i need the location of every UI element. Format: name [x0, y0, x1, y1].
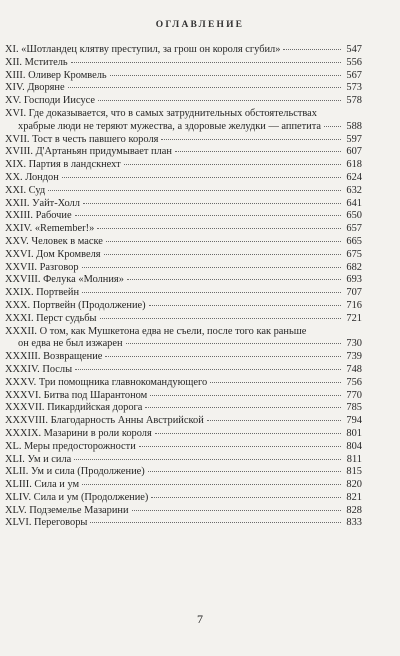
toc-entry-title: XXXVII. Пикардийская дорога [5, 402, 143, 414]
toc-entry-page-number: 811 [346, 453, 362, 465]
toc-entry [5, 492, 362, 505]
toc-entry [5, 390, 362, 403]
toc-entry-page-number: 607 [346, 146, 362, 158]
toc-entry [5, 415, 362, 428]
toc-entry-page-number: 828 [346, 504, 362, 516]
dot-leader [62, 177, 341, 178]
dot-leader [100, 318, 341, 319]
toc-entry-title: XXIV. «Remember!» [5, 223, 95, 235]
toc-entry-row [5, 492, 362, 505]
toc-entry-row [5, 82, 362, 95]
toc-entry-page-number: 578 [346, 95, 362, 107]
dot-leader [82, 292, 341, 293]
toc-entry-row [5, 262, 362, 275]
toc-entry-row [5, 287, 362, 300]
toc-entry [5, 82, 362, 95]
toc-entry-page-number: 730 [346, 338, 362, 350]
toc-entry [5, 479, 362, 492]
toc-entry [5, 466, 362, 479]
toc-entry-row [5, 146, 362, 159]
toc-entry-row [5, 185, 362, 198]
dot-leader [324, 126, 341, 127]
toc-entry [5, 274, 362, 287]
toc-entry-title: XVIII. Д'Артаньян придумывает план [5, 146, 172, 158]
toc-entry-title: XLII. Ум и сила (Продолжение) [5, 466, 145, 478]
dot-leader [124, 164, 341, 165]
toc-entry [5, 198, 362, 211]
dot-leader [110, 75, 341, 76]
dot-leader [82, 484, 341, 485]
toc-entry-row [5, 313, 362, 326]
dot-leader [175, 151, 341, 152]
toc-entry-page-number: 756 [346, 376, 362, 388]
toc-entry [5, 454, 362, 467]
toc-entry [5, 44, 362, 57]
toc-entry-title: XL. Меры предосторожности [5, 440, 136, 452]
toc-entry-title: XIV. Дворяне [5, 82, 65, 94]
toc-entry [5, 134, 362, 147]
toc-entry [5, 108, 362, 134]
toc-entry-row [5, 517, 362, 530]
toc-entry-title: XIX. Партия в ландскнехт [5, 159, 121, 171]
toc-entry-title: XLV. Подземелье Мазарини [5, 504, 129, 516]
toc-entry-page-number: 641 [346, 197, 362, 209]
table-of-contents [5, 44, 362, 530]
toc-entry-title: XX. Лондон [5, 171, 59, 183]
toc-entry [5, 146, 362, 159]
toc-entry-title: XXI. Суд [5, 184, 46, 196]
toc-entry-row [5, 236, 362, 249]
toc-entry-page-number: 597 [346, 133, 362, 145]
toc-entry-page-number: 748 [346, 363, 362, 375]
dot-leader [104, 254, 341, 255]
toc-entry-row [5, 70, 362, 83]
toc-entry [5, 70, 362, 83]
toc-entry-row [5, 95, 362, 108]
dot-leader [148, 471, 341, 472]
dot-leader [139, 446, 341, 447]
toc-entry-title: XXXVIII. Благодарность Анны Австрийской [5, 415, 204, 427]
toc-entry-row [5, 351, 362, 364]
toc-entry-title: XXXIX. Мазарини в роли короля [5, 427, 152, 439]
toc-entry-row [5, 198, 362, 211]
dot-leader [97, 228, 341, 229]
dot-leader [74, 459, 341, 460]
toc-entry-page-number: 770 [346, 389, 362, 401]
toc-entry-page-number: 657 [346, 223, 362, 235]
toc-entry-title: XXVI. Дом Кромвеля [5, 248, 101, 260]
toc-entry [5, 57, 362, 70]
toc-entry [5, 249, 362, 262]
toc-entry [5, 185, 362, 198]
toc-entry-page-number: 833 [346, 517, 362, 529]
dot-leader [126, 343, 341, 344]
dot-leader [48, 190, 341, 191]
toc-entry [5, 262, 362, 275]
dot-leader [155, 433, 341, 434]
toc-entry-title: XLI. Ум и сила [5, 453, 72, 465]
dot-leader [82, 267, 341, 268]
dot-leader [161, 139, 341, 140]
toc-entry [5, 313, 362, 326]
toc-entry-title: XXII. Уайт-Холл [5, 197, 80, 209]
toc-entry-title: XV. Господи Иисусе [5, 95, 96, 107]
toc-entry-row [5, 274, 362, 287]
toc-entry-row [5, 300, 362, 313]
toc-entry-row [5, 428, 362, 441]
toc-entry [5, 287, 362, 300]
toc-entry-page-number: 618 [346, 159, 362, 171]
toc-entry-title-line: XVI. Где доказывается, что в самых затруднительных обстоятельствах [5, 107, 317, 119]
toc-entry-page-number: 693 [346, 274, 362, 286]
toc-entry-page-number: 547 [346, 44, 362, 55]
toc-entry-row [5, 377, 362, 390]
toc-entry-title: XXXVI. Битва под Шарантоном [5, 389, 148, 401]
toc-entry [5, 517, 362, 530]
dot-leader [207, 420, 341, 421]
toc-entry-title: XLIV. Сила и ум (Продолжение) [5, 491, 149, 503]
toc-entry-page-number: 632 [346, 184, 362, 196]
dot-leader [150, 395, 341, 396]
toc-entry [5, 441, 362, 454]
toc-entry-row [5, 505, 362, 518]
toc-entry-page-number: 721 [346, 312, 362, 324]
dot-leader [210, 382, 341, 383]
dot-leader [75, 215, 341, 216]
toc-entry-row [5, 479, 362, 492]
toc-entry-row [5, 159, 362, 172]
toc-entry-page-number: 624 [346, 171, 362, 183]
dot-leader [75, 369, 341, 370]
toc-entry [5, 377, 362, 390]
toc-entry-row [5, 441, 362, 454]
page-number: 7 [197, 612, 203, 626]
toc-entry [5, 402, 362, 415]
toc-entry-title-continuation: он едва не был изжарен [18, 338, 123, 350]
dot-leader [71, 62, 341, 63]
dot-leader [151, 497, 341, 498]
toc-entry-title: XII. Мститель [5, 56, 68, 68]
toc-entry-page-number: 794 [346, 415, 362, 427]
toc-entry-row [5, 415, 362, 428]
toc-entry [5, 236, 362, 249]
toc-entry-page-number: 675 [346, 248, 362, 260]
toc-entry-page-number: 707 [346, 287, 362, 299]
toc-entry-page-number: 739 [346, 351, 362, 363]
toc-entry-row [5, 223, 362, 236]
toc-entry-page-number: 821 [346, 491, 362, 503]
toc-entry [5, 95, 362, 108]
toc-entry-page-number: 573 [346, 82, 362, 94]
dot-leader [127, 279, 341, 280]
toc-entry-title-continuation: храбрые люди не теряют мужества, а здоровые желудки — аппетита [18, 120, 322, 132]
dot-leader [132, 510, 341, 511]
toc-entry-title: XXX. Портвейн (Продолжение) [5, 299, 146, 311]
toc-entry [5, 505, 362, 518]
toc-entry [5, 300, 362, 313]
dot-leader [83, 203, 341, 204]
toc-entry-page-number: 815 [346, 466, 362, 478]
toc-entry-title: XXXIII. Возвращение [5, 351, 103, 363]
toc-entry-title: XXVII. Разговор [5, 261, 79, 273]
toc-entry [5, 159, 362, 172]
toc-entry-row [5, 57, 362, 70]
toc-entry-row [5, 402, 362, 415]
toc-entry-row [5, 466, 362, 479]
toc-entry-title: XXVIII. Фелука «Молния» [5, 274, 124, 286]
toc-entry-title: XLIII. Сила и ум [5, 479, 80, 491]
toc-entry-page-number: 801 [346, 427, 362, 439]
toc-entry-page-number: 804 [346, 440, 362, 452]
toc-entry [5, 364, 362, 377]
toc-entry-page-number: 820 [346, 479, 362, 491]
toc-entry-title: XXXV. Три помощника главнокомандующего [5, 376, 208, 388]
toc-entry-row [5, 172, 362, 185]
toc-entry-page-number: 588 [346, 120, 362, 132]
toc-entry-row [5, 249, 362, 262]
toc-entry [5, 326, 362, 352]
dot-leader [106, 241, 341, 242]
toc-entry [5, 351, 362, 364]
toc-entry-row [5, 390, 362, 403]
dot-leader [149, 305, 341, 306]
toc-entry-title: XXXIV. Послы [5, 363, 73, 375]
toc-entry-title: XVII. Тост в честь павшего короля [5, 133, 159, 145]
toc-entry-title: XIII. Оливер Кромвель [5, 69, 107, 81]
toc-entry-page-number: 785 [346, 402, 362, 414]
dot-leader [105, 356, 341, 357]
dot-leader [90, 522, 341, 523]
toc-entry-row [5, 364, 362, 377]
toc-entry [5, 172, 362, 185]
toc-entry-title: XXIX. Портвейн [5, 287, 80, 299]
toc-entry-page-number: 665 [346, 235, 362, 247]
toc-entry-title: XXV. Человек в маске [5, 235, 103, 247]
toc-entry-title: XXIII. Рабочие [5, 210, 72, 222]
toc-entry-page-number: 682 [346, 261, 362, 273]
toc-entry-page-number: 556 [346, 56, 362, 68]
toc-entry [5, 223, 362, 236]
toc-entry-title: XLVI. Переговоры [5, 517, 88, 529]
toc-entry [5, 210, 362, 223]
toc-entry-title: XI. «Шотландец клятву преступил, за грош он короля сгубил» [5, 44, 281, 55]
toc-entry-title: XXXI. Перст судьбы [5, 312, 97, 324]
toc-entry-row [5, 210, 362, 223]
toc-entry-row [5, 121, 362, 134]
dot-leader [68, 87, 341, 88]
toc-entry-row [5, 134, 362, 147]
toc-entry [5, 428, 362, 441]
dot-leader [98, 100, 341, 101]
toc-entry-row [5, 338, 362, 351]
toc-entry-row [5, 44, 362, 57]
dot-leader [145, 407, 341, 408]
toc-entry-page-number: 567 [346, 69, 362, 81]
page-heading: ОГЛАВЛЕНИЕ [155, 20, 245, 30]
toc-entry-page-number: 650 [346, 210, 362, 222]
toc-entry-page-number: 716 [346, 299, 362, 311]
dot-leader [283, 49, 341, 50]
toc-entry-title-line: XXXII. О том, как Мушкетона едва не съели, после того как раньше [5, 325, 307, 337]
toc-entry-row [5, 454, 362, 467]
